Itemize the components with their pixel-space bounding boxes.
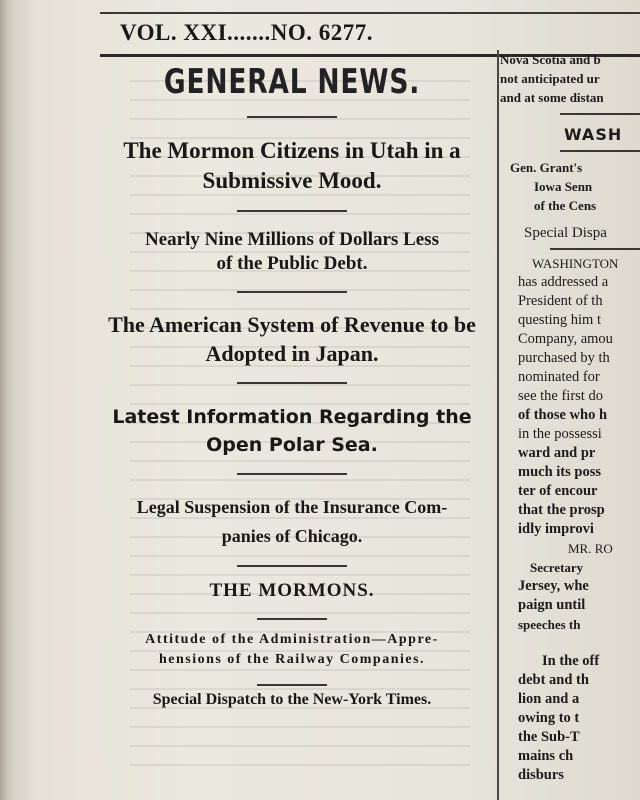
headline-line: Nearly Nine Millions of Dollars Less [145, 228, 439, 250]
dateline-heading: WASH [564, 125, 623, 144]
text-line: idly improvi [518, 521, 594, 537]
divider-rule [237, 565, 347, 567]
text-line: Jersey, whe [518, 578, 589, 594]
text-line: purchased by th [518, 350, 610, 366]
article-subhead [92, 630, 492, 671]
subhead-line: hensions of the Railway Companies. [158, 652, 426, 668]
text-line: Nova Scotia and b [500, 52, 601, 67]
subhead-line: Iowa Senn [534, 179, 593, 194]
headline-line: The Mormon Citizens in Utah in a [123, 138, 461, 163]
signoff-line: MR. RO [568, 541, 613, 556]
text-line: paign until [518, 597, 586, 613]
text-line: nominated for [518, 369, 600, 385]
text-line: owing to t [518, 710, 580, 726]
divider-rule [550, 248, 640, 250]
subhead-line: Gen. Grant's [510, 160, 583, 175]
divider-rule [247, 116, 337, 118]
text-line: speeches th [518, 617, 581, 632]
section-title: GENERAL NEWS. [163, 62, 421, 102]
headline-japan-revenue [92, 311, 492, 368]
text-line: President of th [518, 293, 603, 309]
text-line: disburs [518, 767, 564, 783]
divider-rule [560, 113, 640, 115]
text-line: lion and a [518, 691, 580, 707]
text-line: not anticipated ur [500, 71, 600, 86]
article-body [518, 254, 640, 785]
headline-line: Legal Suspension of the Insurance Com- [136, 497, 448, 518]
divider-rule [560, 150, 640, 152]
headline-line: Adopted in Japan. [205, 340, 379, 366]
headline-line: panies of Chicago. [221, 526, 363, 547]
subhead-line: Attitude of the Administration—Appre- [145, 631, 439, 647]
subhead-line: of the Cens [534, 198, 597, 213]
text-line: mains ch [518, 748, 574, 764]
text-line: much its poss [518, 464, 601, 480]
divider-rule [257, 618, 327, 620]
column-rule [497, 50, 499, 800]
headline-line: Submissive Mood. [202, 167, 382, 193]
headline-mormon-citizens [92, 136, 492, 196]
masthead-top-rule [100, 12, 640, 14]
text-line: questing him t [518, 312, 601, 328]
general-news-column [92, 58, 492, 800]
text-line: debt and th [518, 672, 589, 688]
headline-polar-sea [92, 404, 492, 459]
text-line: ter of encour [518, 483, 598, 499]
headline-line: Open Polar Sea. [206, 433, 378, 456]
dispatch-line: Special Dispatch to the New-York Times. [152, 691, 432, 709]
article-title-mormons: THE MORMONS. [209, 580, 375, 602]
divider-rule [237, 473, 347, 475]
text-line: see the first do [518, 388, 603, 404]
divider-rule [237, 210, 347, 212]
headline-line: Latest Information Regarding the [112, 406, 472, 429]
text-line: that the prosp [518, 502, 605, 518]
text-line: of those who h [518, 407, 608, 423]
headline-public-debt [92, 228, 492, 277]
headline-insurance-chicago [92, 493, 492, 551]
text-line: WASHINGTON [532, 256, 619, 271]
divider-rule [237, 291, 347, 293]
divider-rule [237, 382, 347, 384]
text-line: and at some distan [500, 90, 604, 105]
text-line: Secretary [530, 560, 584, 575]
text-line: in the possessi [518, 426, 602, 442]
divider-rule [257, 684, 327, 686]
text-line: ward and pr [518, 445, 596, 461]
text-line: has addressed a [518, 274, 609, 290]
text-line: In the off [542, 653, 600, 669]
masthead [100, 10, 640, 44]
page-fold-shadow [0, 0, 14, 800]
text-line: Company, amou [518, 331, 613, 347]
volume-number: VOL. XXI.......NO. 6277. [120, 20, 374, 45]
washington-column [500, 50, 640, 800]
special-dispatch-line: Special Dispa [524, 225, 607, 241]
headline-line: The American System of Revenue to be [108, 312, 476, 338]
text-line: the Sub-T [518, 729, 580, 745]
headline-line: of the Public Debt. [216, 253, 368, 275]
